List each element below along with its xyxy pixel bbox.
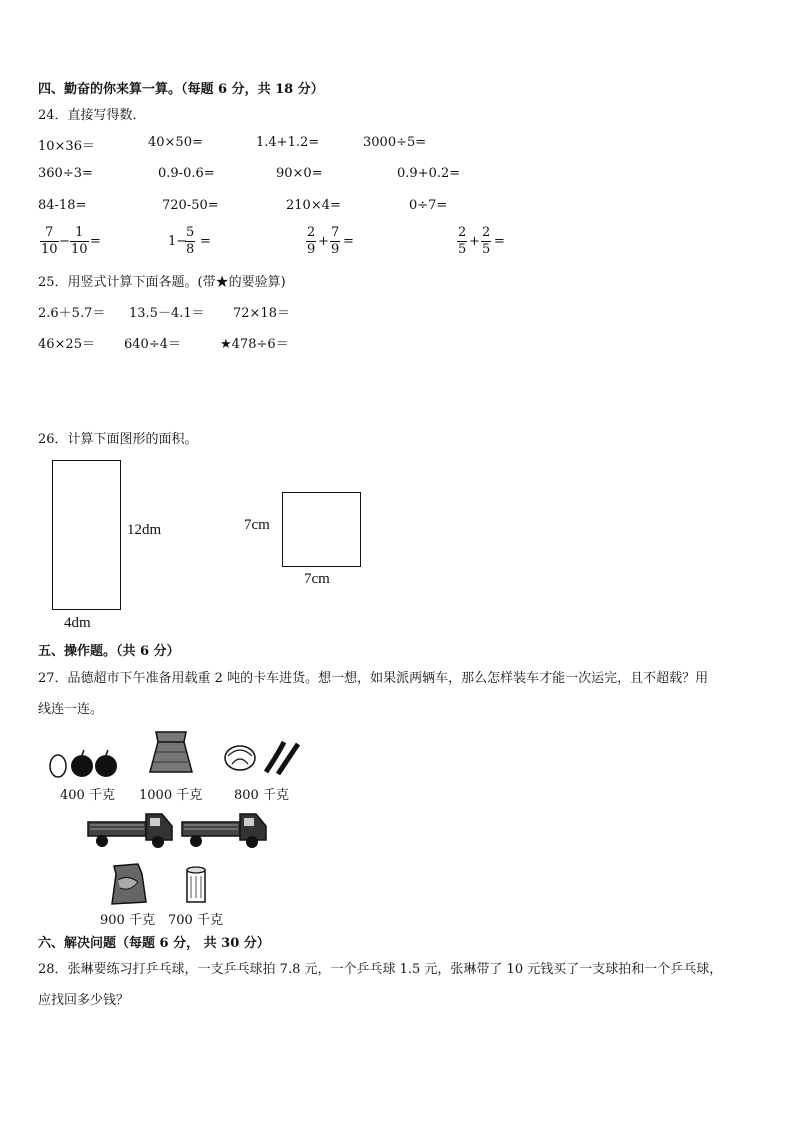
q24-item: 210×4= — [286, 198, 341, 213]
q28-text-line2: 应找回多少钱？ — [38, 993, 130, 1008]
truck-icon — [180, 810, 270, 850]
q24-item: 40×50= — [148, 135, 203, 150]
q24-item: 1.4+1.2= — [256, 135, 320, 150]
q24-item: 0.9+0.2= — [397, 166, 461, 181]
fruit-icon — [46, 748, 118, 780]
equals: = — [343, 234, 354, 249]
q25-item: ★478÷6＝ — [220, 337, 289, 352]
fraction: 1 10 — [71, 225, 88, 257]
q27-text-line1: 27．品德超市下午准备用载重 2 吨的卡车进货。想一想，如果派两辆车，那么怎样装车才能一次运完，且不超载？用 — [38, 671, 709, 686]
truck-icon — [86, 810, 176, 850]
goods-weight-label: 700 千克 — [168, 913, 223, 928]
equals: = — [494, 234, 505, 249]
q25-item: 640÷4＝ — [124, 337, 181, 352]
goods-weight-label: 400 千克 — [60, 788, 115, 803]
q24-item: 84-18= — [38, 198, 87, 213]
square-figure — [282, 492, 361, 567]
fraction: 7 9 — [331, 225, 340, 257]
q25-item: 46×25＝ — [38, 337, 95, 352]
q24-title: 24．直接写得数． — [38, 108, 146, 123]
fraction: 2 9 — [307, 225, 316, 257]
rectangle-height-label: 12dm — [127, 522, 162, 538]
fraction: 7 10 — [41, 225, 58, 257]
goods-weight-label: 800 千克 — [234, 788, 289, 803]
section4-heading: 四、勤奋的你来算一算。（每题 6 分，共 18 分） — [38, 82, 324, 97]
goods-weight-label: 1000 千克 — [139, 788, 203, 803]
q24-item: 10×36＝ — [38, 139, 95, 154]
q27-text-line2: 线连一连。 — [38, 702, 104, 717]
equals: = — [90, 234, 101, 249]
operator: 1− — [168, 234, 188, 249]
q24-item: 720-50= — [162, 198, 219, 213]
goods-weight-label: 900 千克 — [100, 913, 155, 928]
q25-title: 25．用竖式计算下面各题。(带★的要验算) — [38, 275, 286, 290]
q24-item: 3000÷5= — [363, 135, 427, 150]
square-bottom-label: 7cm — [304, 571, 330, 587]
fraction: 2 5 — [458, 225, 467, 257]
q26-title: 26．计算下面图形的面积。 — [38, 432, 198, 447]
q25-item: 72×18＝ — [233, 306, 290, 321]
operator: + — [318, 234, 329, 249]
can-icon — [184, 866, 208, 906]
q25-item: 2.6＋5.7＝ — [38, 306, 106, 321]
q24-item: 0.9-0.6= — [158, 166, 215, 181]
q24-item: 90×0= — [276, 166, 323, 181]
fraction: 5 8 — [186, 225, 195, 257]
operator: + — [469, 234, 480, 249]
q25-item: 13.5－4.1＝ — [129, 306, 205, 321]
q24-item: 360÷3= — [38, 166, 93, 181]
rectangle-width-label: 4dm — [64, 615, 91, 631]
q24-item: 0÷7= — [409, 198, 448, 213]
fraction: 2 5 — [482, 225, 491, 257]
equals: = — [200, 234, 211, 249]
square-side-label: 7cm — [244, 517, 270, 533]
section5-heading: 五、操作题。（共 6 分） — [38, 644, 180, 659]
q28-text-line1: 28．张琳要练习打乒乓球，一支乒乓球拍 7.8 元，一个乒乓球 1.5 元，张琳带了 10 元钱买了一支球拍和一个乒乓球， — [38, 962, 723, 977]
section6-heading: 六、解决问题（每题 6 分， 共 30 分） — [38, 936, 270, 951]
rectangle-figure — [52, 460, 121, 610]
grain-sack-icon — [148, 728, 194, 776]
vegetables-icon — [222, 736, 302, 776]
operator: − — [59, 234, 70, 249]
bag-icon — [108, 862, 148, 906]
